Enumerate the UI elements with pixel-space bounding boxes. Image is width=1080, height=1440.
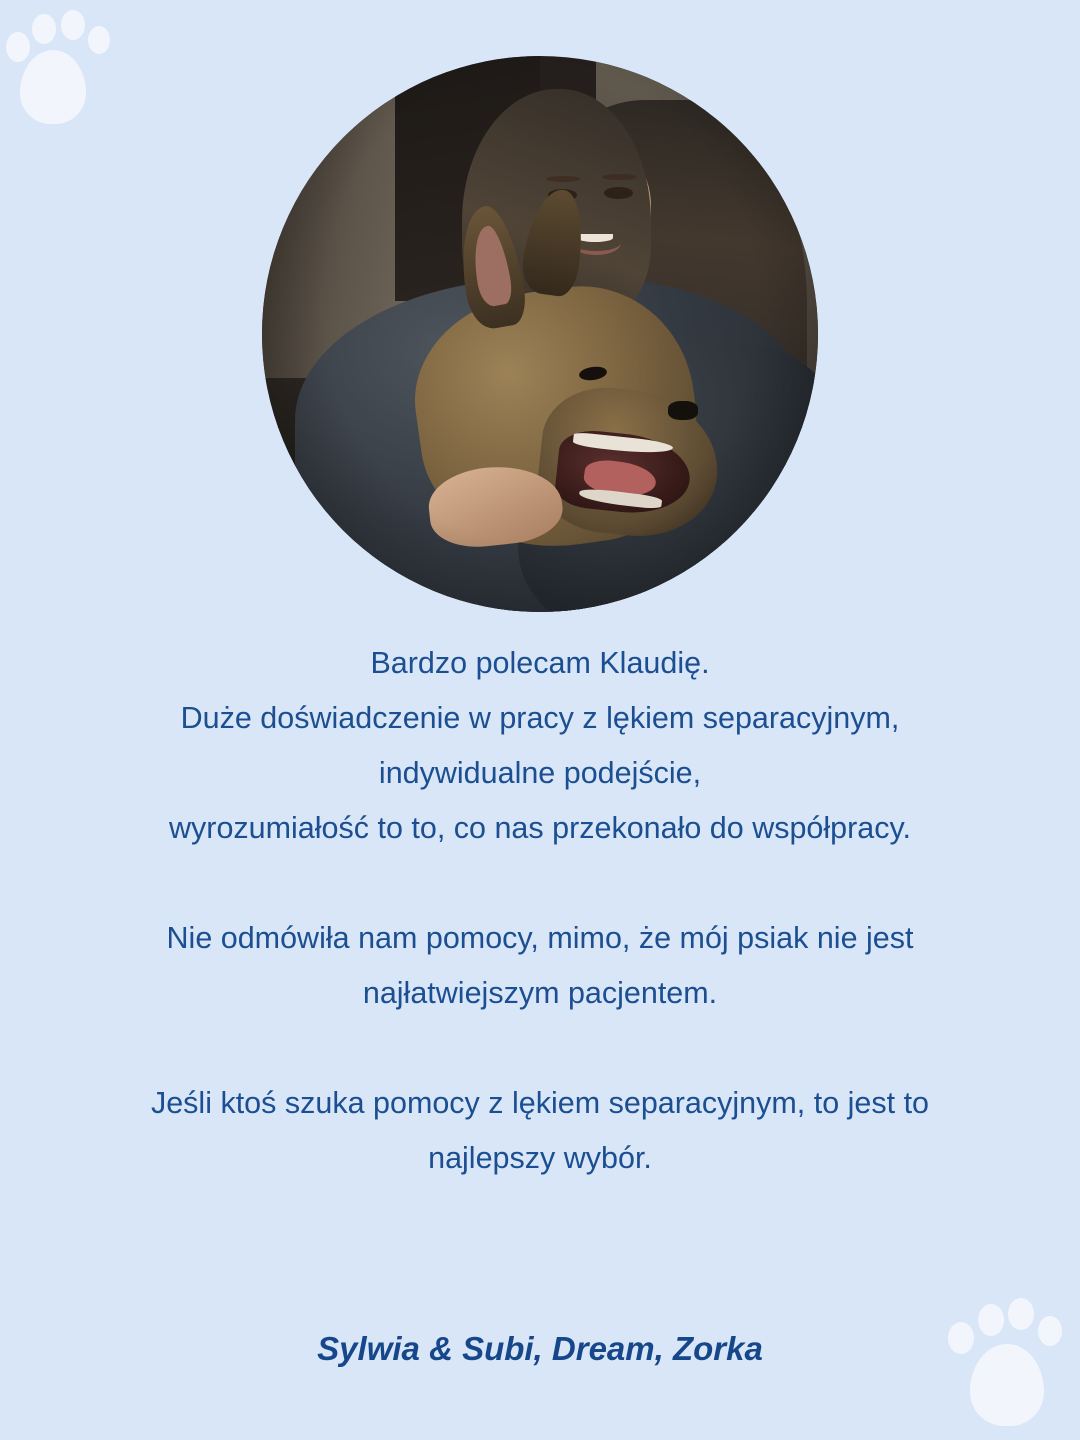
testimonial-line: najłatwiejszym pacjentem. (362, 976, 718, 1010)
testimonial-line: indywidualne podejście, (378, 756, 702, 790)
paw-print-icon-top-left (6, 10, 116, 140)
testimonial-line: Bardzo polecam Klaudię. (370, 646, 710, 680)
testimonial-line: najlepszy wybór. (428, 1141, 652, 1175)
testimonial-line: Jeśli ktoś szuka pomocy z lękiem separacyjnym, to jest to (150, 1086, 930, 1120)
photo-circle (262, 56, 818, 612)
paragraph-spacer (26, 1021, 1054, 1076)
testimonial-photo (262, 56, 818, 612)
testimonial-line: Nie odmówiła nam pomocy, mimo, że mój psiak nie jest (166, 921, 914, 955)
paragraph-spacer (26, 856, 1054, 911)
testimonial-line: Duże doświadczenie w pracy z lękiem separacyjnym, (180, 701, 900, 735)
testimonial-text (0, 636, 1080, 1186)
testimonial-signature: Sylwia & Subi, Dream, Zorka (317, 1330, 763, 1367)
testimonial-line: wyrozumiałość to to, co nas przekonało do współpracy. (169, 811, 911, 845)
photo-vignette (262, 56, 818, 612)
